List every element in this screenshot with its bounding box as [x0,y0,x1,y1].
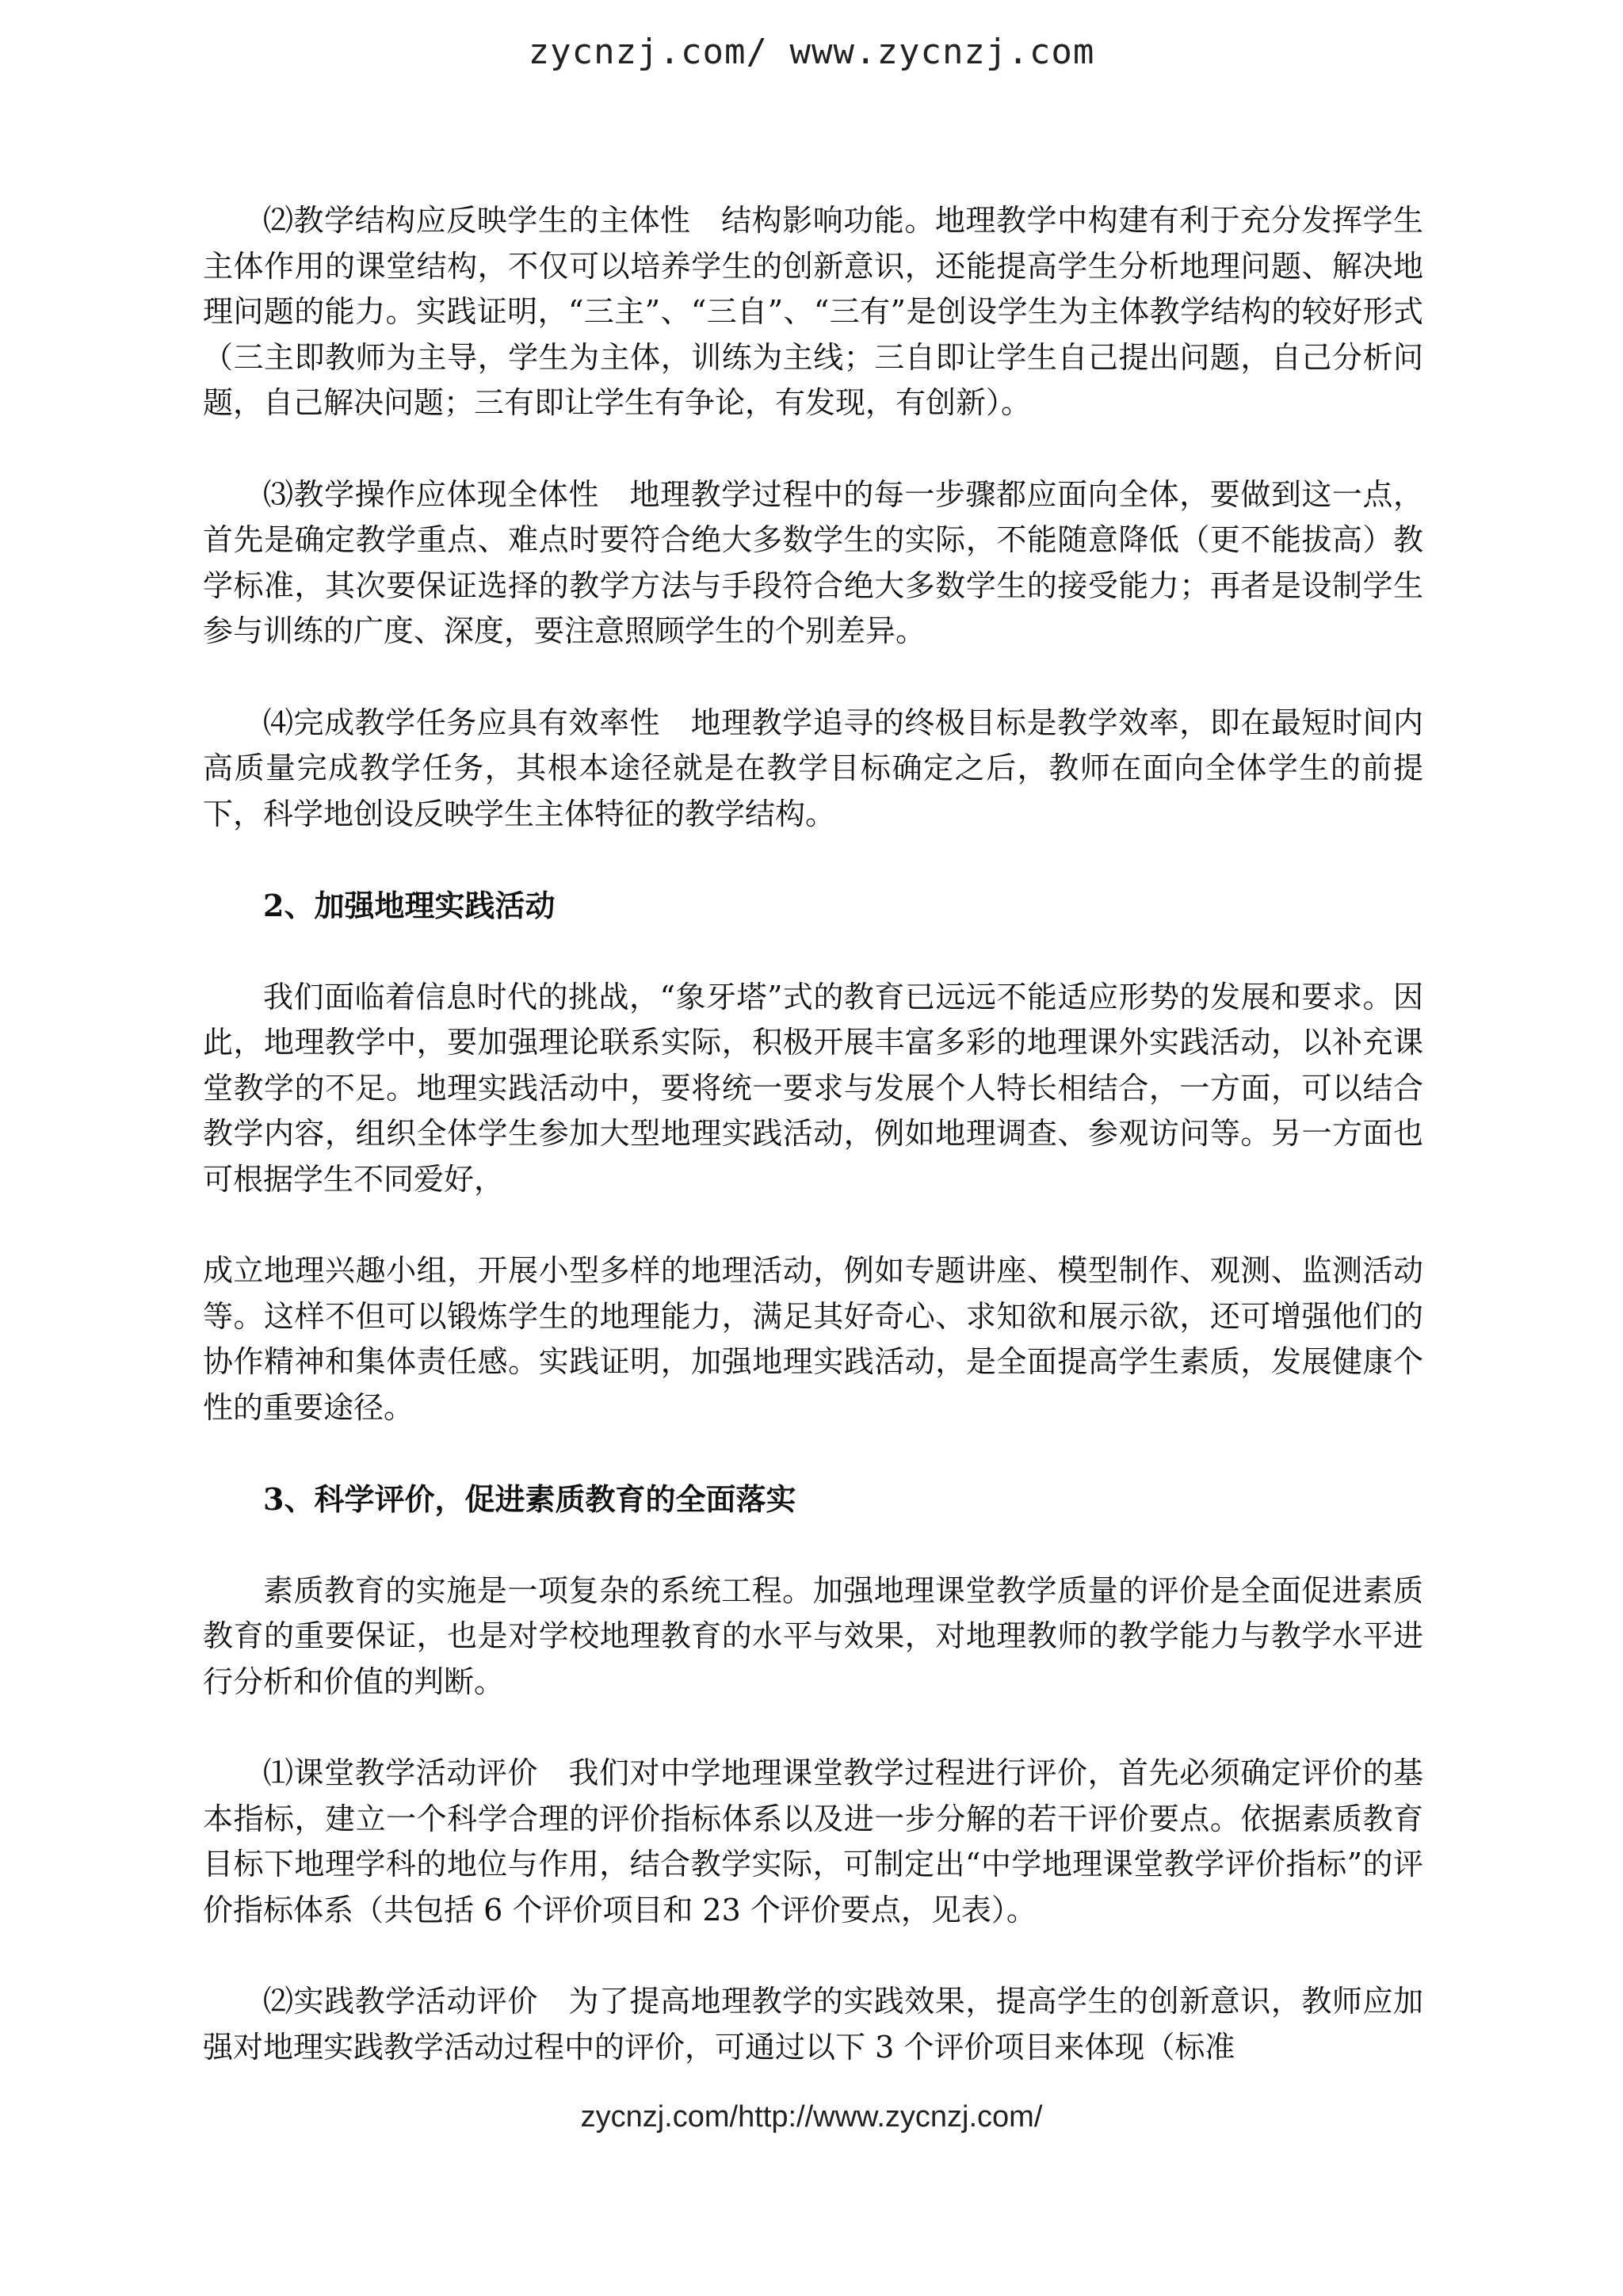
page-header: zycnzj.com/ www.zycnzj.com [528,32,1095,72]
paragraph-operation-for-all: ⑶教学操作应体现全体性 地理教学过程中的每一步骤都应面向全体，要做到这一点，首先是确定教学重点、难点时要符合绝大多数学生的实际，不能随意降低（更不能拔高）教学标准，其次要保证选择的教学方法与手段符合绝大多数学生的接受能力；再者是设制学生参与训练的广度、深度，要注意照顾学生的个别差异。 [203,476,1423,648]
document-body [203,198,1423,2116]
section-heading-scientific-evaluation: 3、科学评价，促进素质教育的全面落实 [263,1481,796,1517]
paragraph-interest-groups: 成立地理兴趣小组，开展小型多样的地理活动，例如专题讲座、模型制作、观测、监测活动等。这样不但可以锻炼学生的地理能力，满足其好奇心、求知欲和展示欲，还可增强他们的协作精神和集体责任感。实践证明，加强地理实践活动，是全面提高学生素质，发展健康个性的重要途径。 [203,1253,1423,1425]
page-footer: zycnzj.com/http://www.zycnzj.com/ [580,2100,1043,2134]
paragraph-student-centered-structure: ⑵教学结构应反映学生的主体性 结构影响功能。地理教学中构建有利于充分发挥学生主体作用的课堂结构，不仅可以培养学生的创新意识，还能提高学生分析地理问题、解决地理问题的能力。实践证明，“三主”、“三自”、“三有”是创设学生为主体教学结构的较好形式（三主即教师为主导，学生为主体，训练为主线；三自即让学生自己提出问题，自己分析问题，自己解决问题；三有即让学生有争论，有发现，有创新）。 [203,203,1423,420]
paragraph-quality-education-evaluation: 素质教育的实施是一项复杂的系统工程。加强地理课堂教学质量的评价是全面促进素质教育的重要保证，也是对学校地理教育的水平与效果，对地理教师的教学能力与教学水平进行分析和价值的判断。 [203,1572,1423,1699]
paragraph-practice-activities: 我们面临着信息时代的挑战，“象牙塔”式的教育已远远不能适应形势的发展和要求。因此，地理教学中，要加强理论联系实际，积极开展丰富多彩的地理课外实践活动，以补充课堂教学的不足。地理实践活动中，要将统一要求与发展个人特长相结合，一方面，可以结合教学内容，组织全体学生参加大型地理实践活动，例如地理调查、参观访问等。另一方面也可根据学生不同爱好， [203,979,1423,1197]
paragraph-classroom-evaluation: ⑴课堂教学活动评价 我们对中学地理课堂教学过程进行评价，首先必须确定评价的基本指标，建立一个科学合理的评价指标体系以及进一步分解的若干评价要点。依据素质教育目标下地理学科的地位与作用，结合教学实际，可制定出“中学地理课堂教学评价指标”的评价指标体系（共包括 6 个评价项目和 23 个评价要点，见表）。 [203,1755,1423,1927]
paragraph-practice-evaluation: ⑵实践教学活动评价 为了提高地理教学的实践效果，提高学生的创新意识，教师应加强对地理实践教学活动过程中的评价，可通过以下 3 个评价项目来体现（标准 [203,1984,1423,2065]
section-heading-practice-activities: 2、加强地理实践活动 [263,888,556,923]
paragraph-teaching-efficiency: ⑷完成教学任务应具有效率性 地理教学追寻的终极目标是教学效率，即在最短时间内高质量完成教学任务，其根本途径就是在教学目标确定之后，教师在面向全体学生的前提下，科学地创设反映学生主体特征的教学结构。 [203,705,1423,831]
